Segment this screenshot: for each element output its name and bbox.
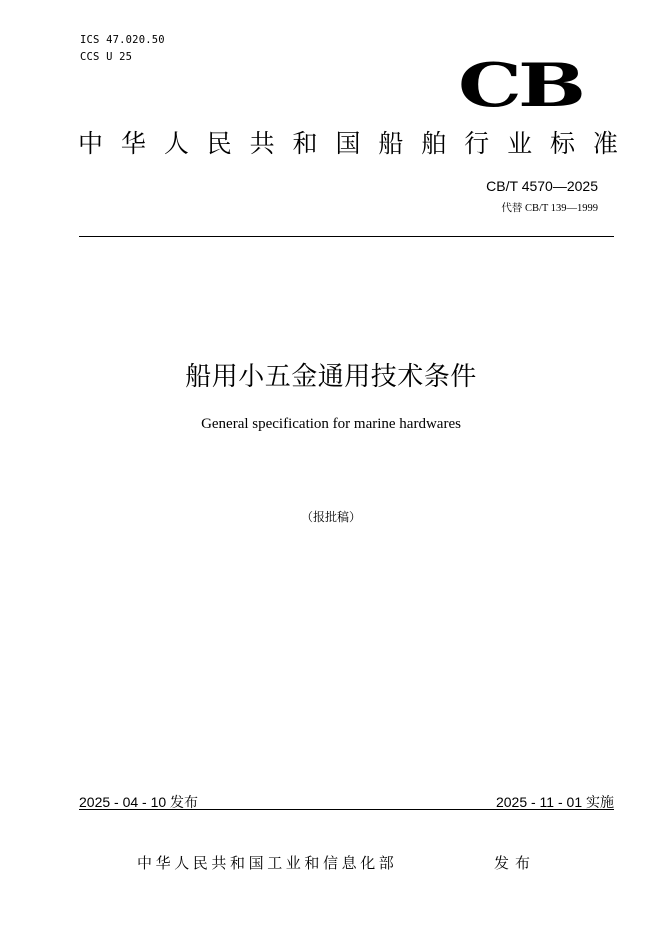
industry-title-char: 标 bbox=[549, 129, 575, 158]
replaces-standard: 代替 CB/T 139—1999 bbox=[501, 203, 598, 214]
industry-title-char: 民 bbox=[206, 129, 232, 158]
industry-title-char: 船 bbox=[378, 129, 404, 158]
industry-title-char: 行 bbox=[464, 129, 490, 158]
header-divider bbox=[79, 236, 614, 237]
ics-code: ICS 47.020.50 bbox=[80, 34, 165, 46]
industry-title-char: 准 bbox=[592, 129, 618, 158]
industry-title-char: 业 bbox=[507, 129, 533, 158]
document-title-english: General specification for marine hardwares bbox=[201, 416, 461, 432]
issue-label: 发布 bbox=[494, 854, 537, 872]
cb-logo: CB bbox=[458, 51, 582, 121]
implementation-date: 2025 - 11 - 01 实施 bbox=[495, 794, 614, 810]
draft-status-label: （报批稿） bbox=[300, 510, 361, 524]
industry-title-char: 华 bbox=[120, 129, 146, 158]
issuing-authority: 中华人民共和国工业和信息化部 bbox=[137, 854, 398, 872]
industry-title-char: 舶 bbox=[421, 129, 447, 158]
standard-number: CB/T 4570—2025 bbox=[486, 178, 598, 194]
date-divider bbox=[79, 809, 614, 810]
industry-title-char: 中 bbox=[78, 129, 104, 158]
industry-title-char: 共 bbox=[249, 129, 275, 158]
issue-date: 2025 - 04 - 10 发布 bbox=[79, 794, 199, 810]
industry-title-char: 人 bbox=[163, 129, 189, 158]
industry-title-char: 国 bbox=[335, 129, 361, 158]
ccs-code: CCS U 25 bbox=[80, 51, 133, 63]
industry-title-char: 和 bbox=[292, 129, 318, 158]
document-title-chinese: 船用小五金通用技术条件 bbox=[185, 362, 477, 392]
industry-standard-title bbox=[78, 128, 618, 160]
